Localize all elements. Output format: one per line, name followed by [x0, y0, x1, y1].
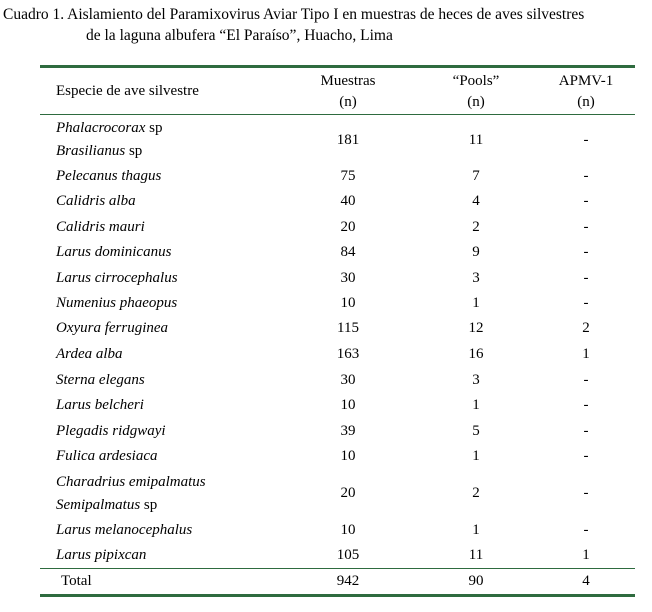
table-row-pools: 2: [472, 219, 480, 235]
table-row-species: Numenius phaeopus: [56, 295, 178, 311]
table-row-pools: 1: [472, 397, 480, 413]
table-row-samples: 10: [340, 448, 356, 464]
table-row-species: Calidris mauri: [56, 219, 145, 235]
table-row-species: Larus cirrocephalus: [56, 270, 178, 286]
table-row-species: Charadrius emipalmatus Semipalmatus sp: [56, 474, 206, 513]
table-row-pools: 3: [472, 270, 480, 286]
table-row-species: Calidris alba: [56, 193, 136, 209]
total-pools: 90: [468, 573, 484, 589]
table-row-pools: 11: [468, 132, 484, 148]
table-row-samples: 10: [340, 522, 356, 538]
header-samples: [300, 71, 396, 113]
table-row-apmv: -: [583, 372, 589, 388]
table-row-apmv: 2: [582, 320, 590, 336]
table-row-pools: 1: [472, 522, 480, 538]
table-row-apmv: -: [583, 132, 589, 148]
table-row-pools: 7: [472, 168, 480, 184]
header-apmv-unit: (n): [577, 94, 595, 110]
header-pools: [428, 71, 524, 113]
table-row-apmv: 1: [582, 346, 590, 362]
table-row-apmv: -: [583, 270, 589, 286]
table-row-species: Larus pipixcan: [56, 547, 147, 563]
header-apmv-label: APMV-1: [558, 73, 614, 89]
table-row-apmv: -: [583, 193, 589, 209]
header-samples-label: Muestras: [320, 73, 376, 89]
table-row-apmv: -: [583, 295, 589, 311]
table-row-samples: 20: [340, 485, 356, 501]
table-row-samples: 30: [340, 372, 356, 388]
header-pools-unit: (n): [467, 94, 485, 110]
table-caption: [3, 4, 652, 46]
table-row-species: Oxyura ferruginea: [56, 320, 169, 336]
table-row-species: Ardea alba: [56, 346, 123, 362]
table-row-apmv: -: [583, 244, 589, 260]
table-row-apmv: -: [583, 485, 589, 501]
table-row-apmv: -: [583, 168, 589, 184]
table-row-pools: 2: [472, 485, 480, 501]
table-row-species: Sterna elegans: [56, 372, 145, 388]
header-species: Especie de ave silvestre: [56, 83, 199, 99]
caption-line-1: Cuadro 1. Aislamiento del Paramixovirus Aviar Tipo I en muestras de heces de aves silvestres: [3, 6, 585, 23]
table-row-samples: 115: [337, 320, 359, 336]
table-row-pools: 1: [472, 448, 480, 464]
table-row-samples: 181: [336, 132, 360, 148]
header-rule: [40, 114, 635, 115]
total-label: Total: [61, 573, 92, 589]
table-row-species: Pelecanus thagus: [56, 168, 162, 184]
table-row-species: Plegadis ridgwayi: [56, 423, 166, 439]
total-samples: 942: [336, 573, 360, 589]
header-apmv: [538, 71, 634, 113]
header-samples-unit: (n): [339, 94, 357, 110]
table-row-pools: 5: [472, 423, 480, 439]
table-row-pools: 9: [472, 244, 480, 260]
table-row-pools: 3: [472, 372, 480, 388]
table-row-samples: 84: [340, 244, 356, 260]
table-row-pools: 4: [472, 193, 480, 209]
table-row-apmv: -: [583, 219, 589, 235]
table-row-samples: 75: [340, 168, 356, 184]
table-row-samples: 39: [340, 423, 356, 439]
bottom-rule: [40, 594, 635, 597]
table-row-species: Larus belcheri: [56, 397, 144, 413]
table-row-pools: 11: [468, 547, 484, 563]
table-row-species: Fulica ardesiaca: [56, 448, 158, 464]
table-row-samples: 20: [340, 219, 356, 235]
table-row-species: Phalacrocorax sp Brasilianus sp: [56, 120, 163, 159]
table-row-apmv: -: [583, 448, 589, 464]
table-row-samples: 10: [340, 397, 356, 413]
table-row-samples: 40: [340, 193, 356, 209]
table-row-samples: 105: [336, 547, 360, 563]
table-row-apmv: -: [583, 423, 589, 439]
total-rule: [40, 568, 635, 569]
header-pools-label: “Pools”: [452, 73, 500, 89]
table-row-apmv: 1: [582, 547, 590, 563]
table-row-samples: 163: [336, 346, 360, 362]
top-rule: [40, 65, 635, 68]
table-row-pools: 16: [468, 346, 484, 362]
table-row-apmv: -: [583, 397, 589, 413]
table-row-pools: 1: [472, 295, 480, 311]
table-row-species: Larus melanocephalus: [56, 522, 193, 538]
table-row-pools: 12: [468, 320, 484, 336]
table-row-samples: 30: [340, 270, 356, 286]
total-apmv: 4: [582, 573, 590, 589]
table-row-samples: 10: [340, 295, 356, 311]
table-row-species: Larus dominicanus: [56, 244, 172, 260]
caption-line-2: de la laguna albufera “El Paraíso”, Huacho, Lima: [86, 27, 393, 44]
table-row-apmv: -: [583, 522, 589, 538]
